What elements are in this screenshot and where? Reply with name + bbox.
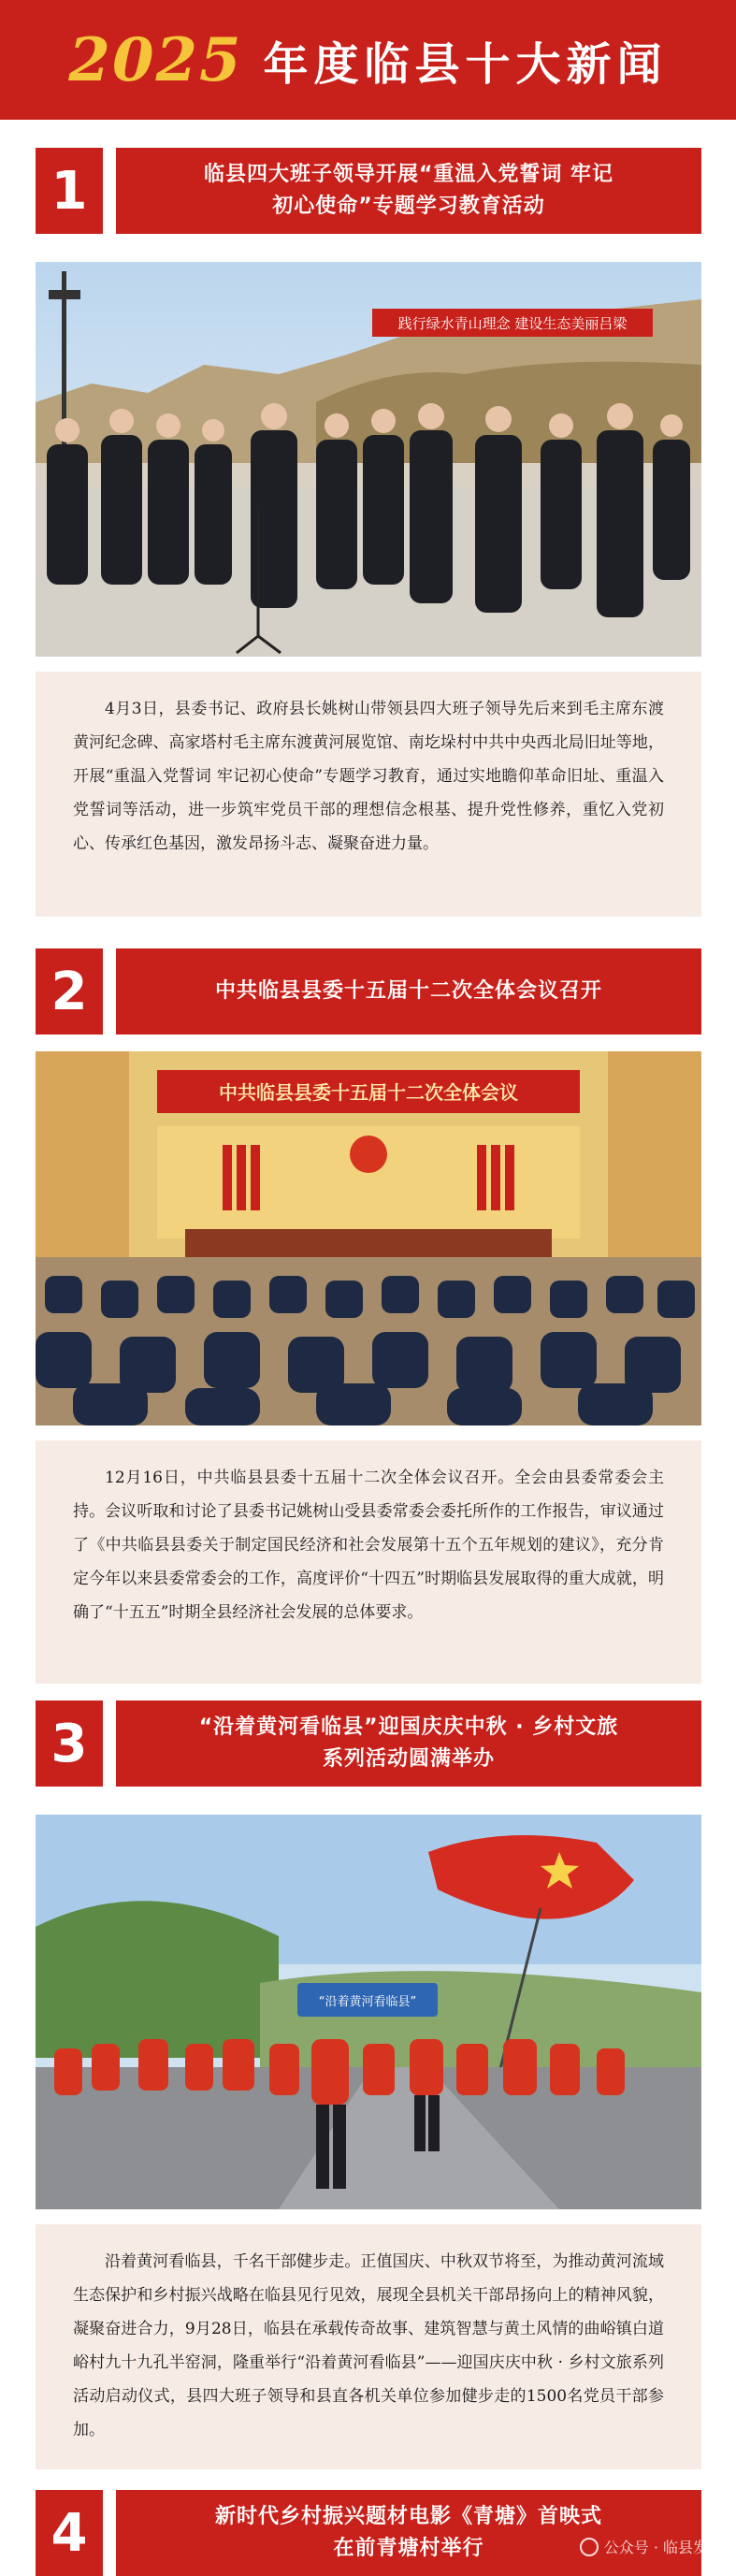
news-body: 沿着黄河看临县，千名干部健步走。正值国庆、中秋双节将至，为推动黄河流域生态保护和乡村振兴战略在临县见行见效，展现全县机关干部昂扬向上的精神风貌，凝聚奋进合力，9月28日，临县在承载传奇故事、建筑智慧与黄土风情的曲峪镇白道峪村九十九孔半窑洞，隆重举行“沿着黄河看临县”——迎国庆庆中秋 · 乡村文旅系列活动启动仪式，县四大班子领导和县直各机关单位参加健步走的1500名党员干部参加。 (36, 2224, 701, 2469)
item-title-line: 中共临县县委十五届十二次全体会议召开 (214, 979, 602, 1003)
item-number: 1 (36, 148, 103, 234)
top-banner (0, 0, 736, 120)
news-body: 12月16日，中共临县县委十五届十二次全体会议召开。全会由县委常委会主持。会议听取和讨论了县委书记姚树山受县委常委会委托所作的工作报告，审议通过了《中共临县县委关于制定国民经济和社会发展第十五个五年规划的建议》，充分肯定今年以来县委常委会的工作，高度评价“十四五”时期临县发展取得的重大成就，明确了“十五五”时期全县经济社会发展的总体要求。 (36, 1440, 701, 1684)
item-title (116, 2490, 701, 2576)
item-number: 4 (36, 2490, 103, 2576)
item-title-line: 在前青塘村举行 (333, 2537, 484, 2560)
item-title (116, 1700, 701, 1787)
watermark-text: 公众号 · 临县发布 (603, 2539, 723, 2556)
news-photo-meeting (36, 1051, 701, 1425)
item-title-line: 初心使命”专题学习教育活动 (272, 195, 545, 218)
meeting-banner: 中共临县县委十五届十二次全体会议 (219, 1081, 518, 1104)
news-body: 4月3日，县委书记、政府县长姚树山带领县四大班子领导先后来到毛主席东渡黄河纪念碑、高家塔村毛主席东渡黄河展览馆、南圪垛村中共中央西北局旧址等地，开展“重温入党誓词 牢记初心使命”专题学习教育，通过实地瞻仰革命旧址、重温入党誓词等活动，进一步筑牢党员干部的理想信念根基、提升党性修养，重忆入党初心、传承红色基因，激发昂扬斗志、凝聚奋进力量。 (36, 672, 701, 917)
item-title-line: “沿着黄河看临县”迎国庆庆中秋 · 乡村文旅 (198, 1715, 619, 1739)
photo-slogan: 践行绿水青山理念 建设生态美丽吕梁 (397, 315, 628, 332)
news-photo-oath (36, 262, 701, 657)
news-photo-walk (36, 1815, 701, 2209)
photo-gate-label: “沿着黄河看临县” (318, 1995, 417, 2009)
item-title-line: 临县四大班子领导开展“重温入党誓词 牢记 (203, 163, 614, 186)
item-title-line: 系列活动圆满举办 (322, 1747, 495, 1771)
item-title (116, 948, 701, 1035)
watermark (580, 2536, 723, 2557)
item-number: 3 (36, 1700, 103, 1787)
item-title (116, 148, 701, 234)
banner-title: 年度临县十大新闻 (263, 37, 668, 91)
item-number: 2 (36, 948, 103, 1035)
item-title-line: 新时代乡村振兴题材电影《青塘》首映式 (214, 2505, 602, 2528)
banner-year: 2025 (68, 24, 243, 95)
wechat-icon (580, 2538, 599, 2556)
